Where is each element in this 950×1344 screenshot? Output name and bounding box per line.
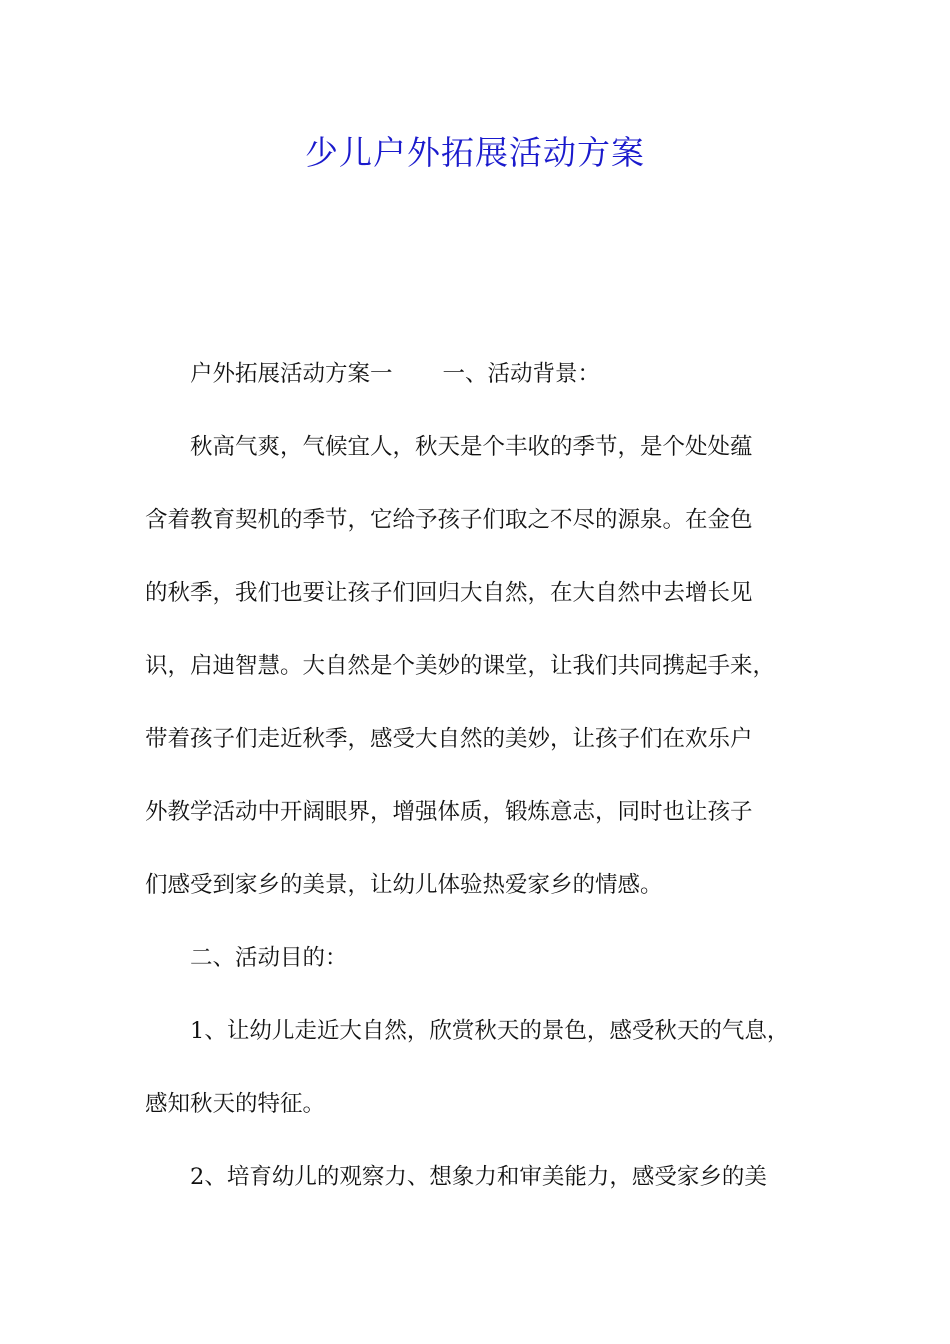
section-heading-background: 一、活动背景： bbox=[442, 361, 601, 387]
body-line: 的秋季，我们也要让孩子们回归大自然，在大自然中去增长见 bbox=[145, 580, 753, 606]
body-line: 秋高气爽，气候宜人，秋天是个丰收的季节，是个处处蕴 bbox=[190, 434, 753, 460]
document-title: 少儿户外拓展活动方案 bbox=[305, 133, 645, 172]
section-heading-line bbox=[145, 338, 825, 411]
body-line: 们感受到家乡的美景，让幼儿体验热爱家乡的情感。 bbox=[145, 872, 663, 898]
list-item-1-continued: 感知秋天的特征。 bbox=[145, 1091, 326, 1117]
plan-subtitle: 户外拓展活动方案一 bbox=[190, 361, 393, 387]
body-line: 带着孩子们走近秋季，感受大自然的美妙，让孩子们在欢乐户 bbox=[145, 726, 753, 752]
document-body bbox=[145, 338, 825, 1214]
list-item-2: 2、培育幼儿的观察力、想象力和审美能力，感受家乡的美 bbox=[190, 1164, 767, 1190]
body-line: 含着教育契机的季节，它给予孩子们取之不尽的源泉。在金色 bbox=[145, 507, 753, 533]
section-heading-purpose: 二、活动目的： bbox=[190, 945, 348, 971]
body-line: 外教学活动中开阔眼界，增强体质，锻炼意志，同时也让孩子 bbox=[145, 799, 753, 825]
list-item-1: 1、让幼儿走近大自然，欣赏秋天的景色，感受秋天的气息， bbox=[190, 1018, 790, 1044]
body-line: 识，启迪智慧。大自然是个美妙的课堂，让我们共同携起手来， bbox=[145, 653, 776, 679]
